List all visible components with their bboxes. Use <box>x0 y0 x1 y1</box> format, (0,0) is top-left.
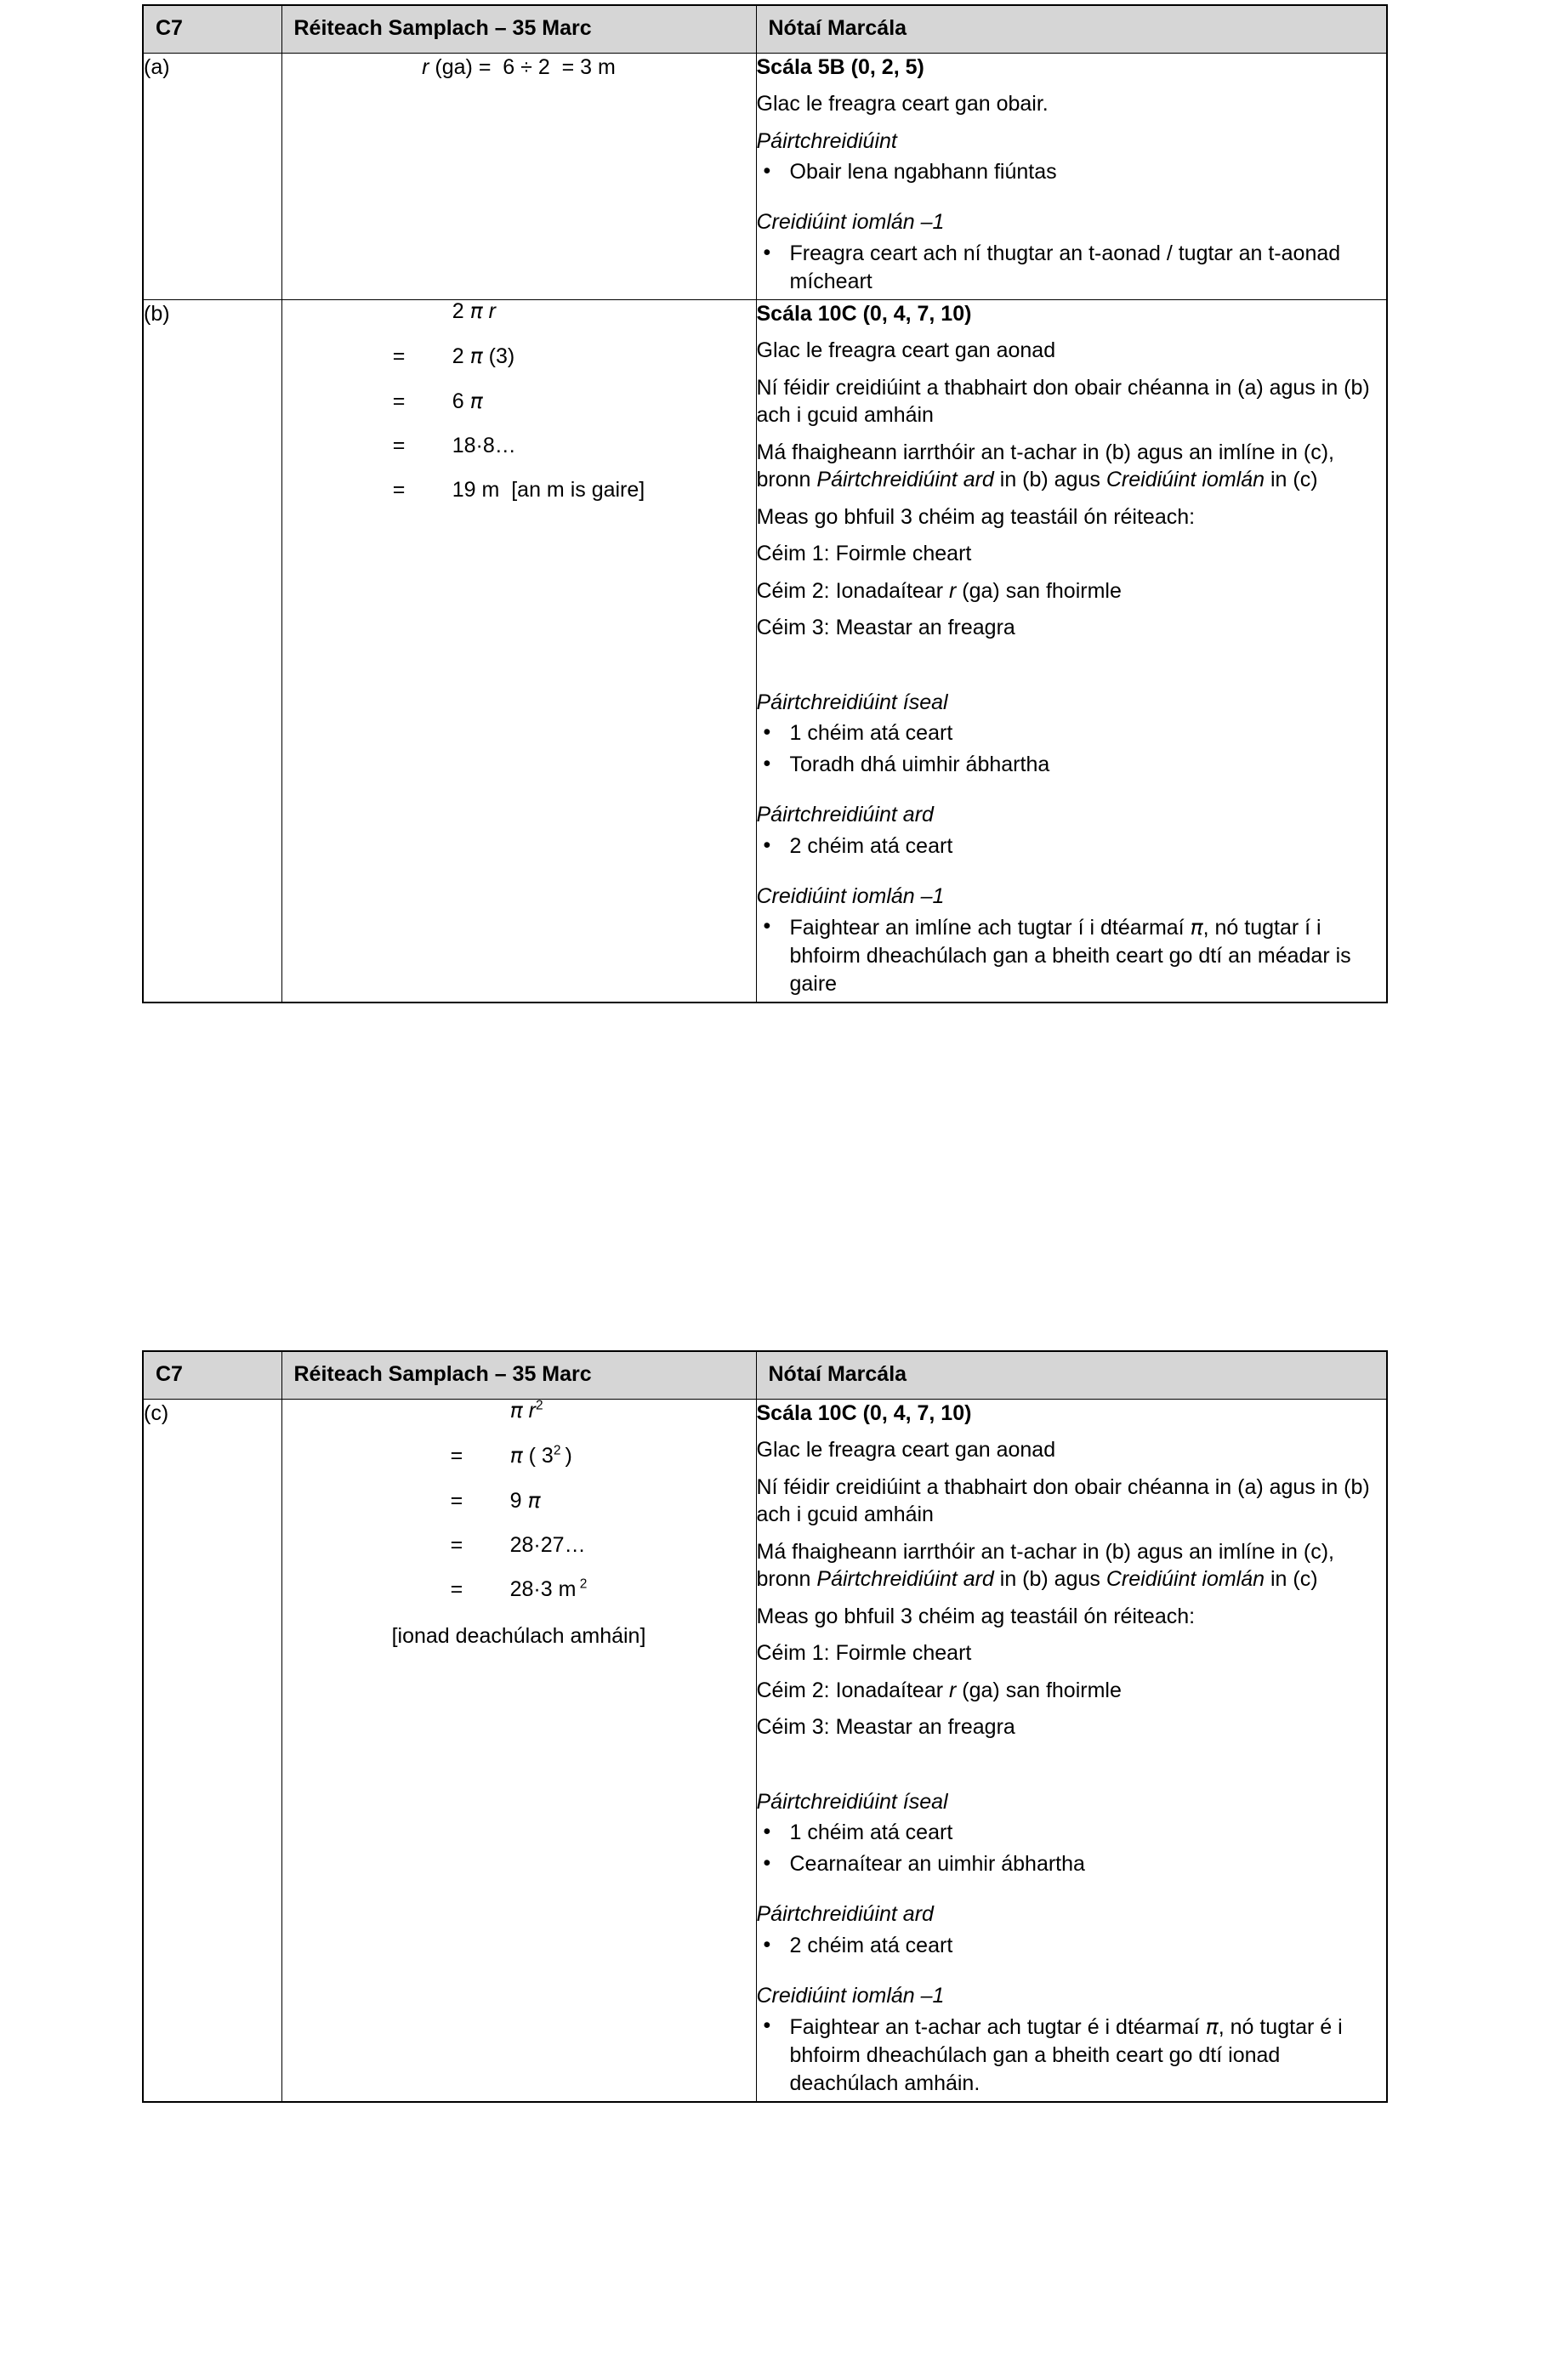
list-item <box>757 913 1387 998</box>
marking-scheme-table-1 <box>142 4 1388 1003</box>
table-header <box>143 5 1387 53</box>
full-credit-list-c <box>757 2013 1387 2098</box>
high-partial-label-c: Páirtchreidiúint ard <box>756 1902 934 1926</box>
full-credit-label-c: Creidiúint iomlán –1 <box>756 1983 945 2008</box>
table-header-row <box>143 1351 1387 1399</box>
note-steps-intro-b: Meas go bhfuil 3 chéim ag teastáil ón réiteach: <box>756 504 1196 529</box>
low-partial-label-b: Páirtchreidiúint íseal <box>756 690 948 714</box>
step-2-b <box>757 577 1387 605</box>
math-operator: = <box>450 1532 463 1557</box>
math-line <box>393 435 645 480</box>
full-credit-text: , nó tugtar é i bhfoirm dheachúlach gan a <box>789 2015 1343 2067</box>
note-cross-part-b <box>757 439 1387 494</box>
full-credit-text: bheith ceart go dtí an méadar is gaire <box>789 944 1351 996</box>
full-credit-text: Faightear an t-achar ach tugtar é i dtéarmaí <box>789 2015 1200 2039</box>
header-sample-solution: Réiteach Samplach – 35 Marc <box>281 1351 756 1399</box>
math-expression: 28·3 m $^2$ <box>509 1576 588 1601</box>
math-operator: = <box>450 1488 463 1513</box>
full-credit-label-a: Creidiúint iomlán –1 <box>756 210 945 234</box>
math-operator <box>393 300 452 345</box>
part-label-b: (b) <box>143 299 281 1003</box>
spacer <box>757 1751 1387 1780</box>
low-partial-list-c <box>757 1819 1387 1878</box>
equation-circumference <box>393 300 645 501</box>
math-line <box>393 345 645 390</box>
note-emphasis: Páirtchreidiúint ard <box>816 1567 994 1591</box>
note-steps-intro-c: Meas go bhfuil 3 chéim ag teastáil ón réiteach: <box>756 1604 1196 1628</box>
marking-scheme-table-2 <box>142 1350 1388 2103</box>
spacer <box>757 651 1387 680</box>
step-text: Céim 2: Ionadaítear <box>756 578 950 603</box>
step-3-b: Céim 3: Meastar an freagra <box>756 616 1015 639</box>
note-emphasis: Creidiúint iomlán <box>1106 468 1265 491</box>
table-header <box>143 1351 1387 1399</box>
step-3-c: Céim 3: Meastar an freagra <box>756 1715 1015 1739</box>
high-partial-list-b <box>757 832 1387 861</box>
high-partial-label-b: Páirtchreidiúint ard <box>756 803 934 826</box>
header-sample-solution: Réiteach Samplach – 35 Marc <box>281 5 756 53</box>
high-partial-list-c <box>757 1932 1387 1960</box>
pi-symbol: π <box>1205 2014 1219 2039</box>
note-accept-no-unit-b: Glac le freagra ceart gan aonad <box>756 338 1056 362</box>
note-text: Má fhaigheann iarrthóir an t-achar in (b) agus an imlíne in (c), bronn <box>756 440 1334 491</box>
part-label-a: (a) <box>143 53 281 299</box>
marking-notes-c <box>756 1399 1387 2102</box>
note-intro-a: Glac le freagra ceart gan obair. <box>756 92 1049 116</box>
note-emphasis: Creidiúint iomlán <box>1106 1567 1265 1591</box>
math-expression: 19 m [an m is gaire] <box>452 477 645 502</box>
list-item: • Obair lena ngabhann fiúntas <box>757 158 1387 186</box>
table-row-b <box>143 299 1387 1003</box>
math-expression: 2 π (3) <box>452 343 515 368</box>
note-accept-no-unit-c: Glac le freagra ceart gan aonad <box>756 1438 1056 1462</box>
note-text: in (c) <box>1265 1567 1318 1591</box>
sample-solution-b <box>281 299 756 1003</box>
list-item: • 2 chéim atá ceart <box>757 1932 1387 1960</box>
sample-solution-a <box>281 53 756 299</box>
sample-solution-c <box>281 1399 756 2102</box>
header-marking-notes: Nótaí Marcála <box>756 1351 1387 1399</box>
list-item: • 1 chéim atá ceart <box>757 1819 1387 1847</box>
note-cross-part-c <box>757 1538 1387 1593</box>
full-credit-text: bheith ceart go dtí ionad deachúlach <box>789 2043 1281 2095</box>
full-credit-text: amháin. <box>904 2071 980 2095</box>
math-operator <box>451 1400 510 1445</box>
math-operator: = <box>392 344 406 368</box>
full-credit-list-a <box>757 240 1387 296</box>
full-credit-text: Faightear an imlíne ach tugtar í i dtéarmaí <box>789 916 1185 940</box>
full-credit-text: , nó tugtar í i bhfoirm dheachúlach gan a <box>789 916 1321 968</box>
math-line <box>450 1532 588 1579</box>
math-operator: = <box>450 1576 463 1601</box>
table-row-c <box>143 1399 1387 2102</box>
math-expression: π ( $3^2$ ) <box>509 1442 572 1468</box>
note-no-double-credit-c: Ní féidir creidiúint a thabhairt don obair chéanna in (a) agus in (b) ach i gcuid amháin <box>756 1474 1370 1526</box>
step-1-b: Céim 1: Foirmle cheart <box>756 542 972 565</box>
list-item: • 2 chéim atá ceart <box>757 832 1387 861</box>
note-text: in (b) agus <box>993 468 1106 491</box>
math-expression: 9 π <box>509 1487 541 1513</box>
header-marking-notes: Nótaí Marcála <box>756 5 1387 53</box>
math-operator: = <box>392 433 406 457</box>
full-credit-list-b <box>757 913 1387 998</box>
list-item: • 1 chéim atá ceart <box>757 719 1387 747</box>
partial-credit-list-a <box>757 158 1387 186</box>
list-item <box>757 2013 1387 2098</box>
table-row-a <box>143 53 1387 299</box>
step-text: (ga) san fhoirmle <box>956 578 1122 603</box>
equation-area <box>450 1397 588 1601</box>
math-expression: 2 π r <box>452 298 496 323</box>
full-credit-line-1: Freagra ceart ach ní thugtar an t-aonad / <box>789 241 1173 265</box>
list-item: • Toradh dhá uimhir ábhartha <box>757 751 1387 779</box>
table-header-row <box>143 5 1387 53</box>
full-credit-label-b: Creidiúint iomlán –1 <box>756 883 945 908</box>
math-line <box>393 300 645 345</box>
partial-credit-label-a: Páirtchreidiúint <box>756 128 897 153</box>
variable-r: r <box>949 1678 957 1702</box>
header-question-ref: C7 <box>143 5 281 53</box>
math-expression: 28·27… <box>509 1532 586 1557</box>
math-line <box>451 1397 588 1445</box>
math-operator: = <box>450 1443 463 1468</box>
math-line <box>450 1487 588 1535</box>
low-partial-list-b <box>757 719 1387 779</box>
scale-label-a: Scála 5B (0, 2, 5) <box>756 54 924 79</box>
rounding-note-c: [ionad deachúlach amháin] <box>391 1623 646 1648</box>
note-text: in (b) agus <box>993 1567 1106 1591</box>
math-line <box>393 390 645 435</box>
math-line <box>392 477 645 502</box>
step-2-c <box>757 1677 1387 1705</box>
marking-notes-a <box>756 53 1387 299</box>
variable-r: r <box>949 578 957 603</box>
math-operator: = <box>392 389 406 413</box>
list-item: • Cearnaítear an uimhir ábhartha <box>757 1850 1387 1878</box>
full-credit-line-2: tugtar an t-aonad mícheart <box>789 241 1341 293</box>
header-question-ref: C7 <box>143 1351 281 1399</box>
math-line <box>450 1442 588 1490</box>
list-item <box>757 240 1387 296</box>
low-partial-label-c: Páirtchreidiúint íseal <box>756 1789 948 1814</box>
scale-label-b: Scála 10C (0, 4, 7, 10) <box>756 301 972 326</box>
step-text: Céim 2: Ionadaítear <box>756 1678 950 1702</box>
equation-radius: r (ga) = 6 ÷ 2 = 3 m <box>422 54 616 79</box>
part-label-c: (c) <box>143 1399 281 2102</box>
math-expression: π $r^2$ <box>509 1397 543 1423</box>
math-line <box>450 1576 588 1601</box>
math-expression: 18·8… <box>452 433 516 457</box>
step-text: (ga) san fhoirmle <box>956 1678 1122 1702</box>
note-emphasis: Páirtchreidiúint ard <box>816 468 994 491</box>
pi-symbol: π <box>1190 915 1203 940</box>
marking-notes-b <box>756 299 1387 1003</box>
note-text: in (c) <box>1265 468 1318 491</box>
math-operator: = <box>392 477 406 502</box>
note-no-double-credit-b: Ní féidir creidiúint a thabhairt don obair chéanna in (a) agus in (b) ach i gcuid amháin <box>756 375 1370 427</box>
step-1-c: Céim 1: Foirmle cheart <box>756 1641 972 1665</box>
note-text: Má fhaigheann iarrthóir an t-achar in (b) agus an imlíne in (c), bronn <box>756 1539 1334 1591</box>
scale-label-c: Scála 10C (0, 4, 7, 10) <box>756 1400 972 1425</box>
math-expression: 6 π <box>452 388 483 413</box>
